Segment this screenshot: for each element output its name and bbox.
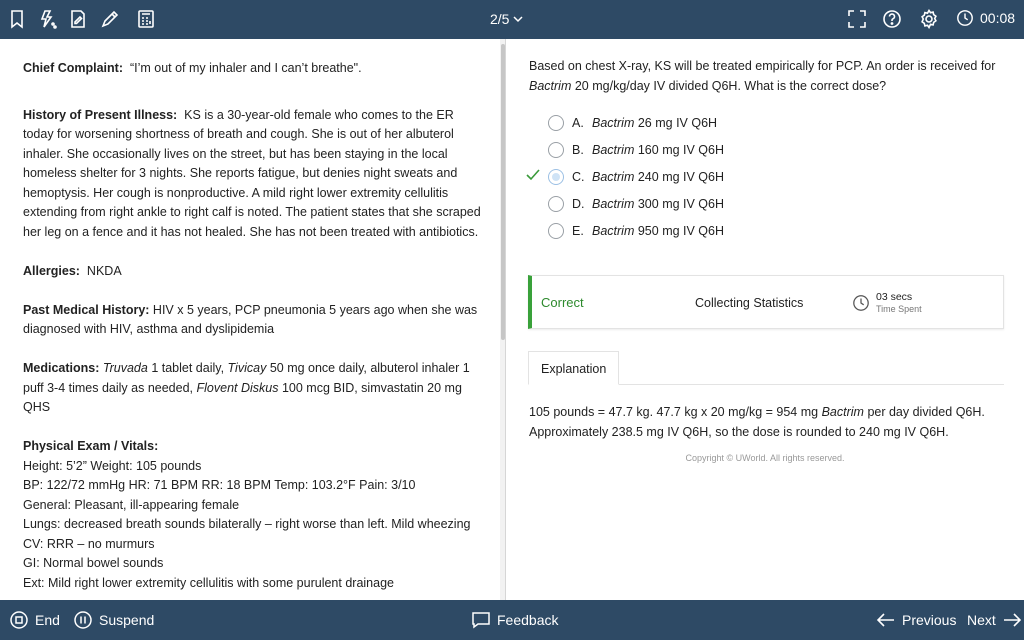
answer-choice-e[interactable] [526, 217, 826, 244]
chevron-down-icon [513, 14, 523, 24]
bottom-toolbar [0, 600, 1024, 640]
end-label: End [35, 612, 60, 628]
explanation-text-part: 105 pounds = 47.7 kg. 47.7 kg x 20 mg/kg = 954 mg [529, 405, 819, 419]
pmh-label: Past Medical History: [23, 302, 150, 317]
exam-line: General: Pleasant, ill-appearing female [23, 497, 240, 512]
choice-text [592, 170, 724, 184]
choice-drug: Bactrim [592, 223, 635, 238]
end-icon [9, 610, 29, 630]
explanation-tabs [528, 351, 1004, 385]
choice-letter: A. [572, 115, 584, 130]
end-button[interactable] [9, 610, 60, 630]
next-button[interactable] [967, 610, 1022, 630]
previous-label: Previous [902, 612, 957, 628]
copyright: Copyright © UWorld. All rights reserved. [685, 453, 845, 463]
choice-dose: 240 mg IV Q6H [637, 169, 725, 184]
choice-dose: 950 mg IV Q6H [637, 223, 725, 238]
answer-choice-c[interactable] [526, 163, 826, 190]
tab-explanation[interactable]: Explanation [528, 351, 619, 385]
bookmark-icon[interactable] [6, 8, 28, 30]
answer-choice-b[interactable] [526, 136, 826, 163]
exam-line: Ext: Mild right lower extremity cellulitis with some purulent drainage [23, 575, 394, 590]
highlight-pen-icon[interactable] [99, 8, 121, 30]
allergies [23, 262, 485, 282]
question-text: 20 mg/kg/day IV divided Q6H. What is the correct dose? [574, 78, 887, 93]
top-toolbar [0, 0, 1024, 39]
choice-drug: Bactrim [592, 196, 635, 211]
chief-complaint [23, 59, 485, 79]
answer-choice-a[interactable] [526, 109, 826, 136]
choice-text [592, 224, 724, 238]
med-text: 50 mg once daily, albuterol inhaler 1 puff 3-4 times daily as needed, [23, 361, 470, 395]
question-pane [506, 39, 1024, 600]
radio-button[interactable] [548, 223, 564, 239]
question-number: 2/5 [490, 11, 510, 27]
choice-dose: 160 mg IV Q6H [637, 142, 725, 157]
previous-button[interactable] [876, 610, 956, 630]
question-text: Based on chest X-ray, KS will be treated empirically for PCP. An order is received for [529, 59, 996, 73]
result-panel [528, 275, 1004, 329]
radio-button-selected[interactable] [548, 169, 564, 185]
chief-complaint-label: Chief Complaint: [23, 61, 123, 75]
calculator-icon[interactable] [135, 8, 157, 30]
checkmark-icon [526, 169, 542, 184]
next-label: Next [967, 612, 996, 628]
medications [23, 359, 485, 418]
med-drug: Flovent Diskus [196, 380, 279, 395]
timer [956, 9, 1015, 27]
choice-letter: B. [572, 142, 584, 157]
explanation-drug: Bactrim [821, 405, 864, 419]
result-stats: Collecting Statistics [695, 296, 804, 310]
choice-drug: Bactrim [592, 169, 635, 184]
choice-letter: C. [572, 169, 585, 184]
choice-text [592, 197, 724, 211]
question-stem [529, 57, 999, 96]
hpi-label: History of Present Illness: [23, 107, 178, 122]
feedback-icon [471, 610, 491, 630]
choice-drug: Bactrim [592, 142, 635, 157]
choice-drug: Bactrim [592, 115, 635, 130]
med-text: 1 tablet daily, [151, 361, 225, 375]
answer-choices [526, 109, 826, 244]
case-vignette [0, 39, 505, 600]
radio-button[interactable] [548, 115, 564, 131]
medications-label: Medications: [23, 361, 100, 375]
hpi-text: KS is a 30-year-old female who comes to the ER today for worsening shortness of breath and cough. She is out of her albuterol inhaler. She occasionally lives on the street, but has been staying in the local homeless shelter for 3 nights. She reports fatigue, but denies night sweats and hemoptysis. Her cough is nonproductive. A mild right lower extremity cellulitis extending from right ankle to right calf is noted. The patient states that she scraped her leg on a fence and it has not healed. She has not been treated with antibiotics. [23, 107, 481, 239]
feedback-button[interactable] [471, 610, 558, 630]
arrow-left-icon [876, 610, 896, 630]
notes-icon[interactable] [67, 8, 89, 30]
clock-icon [852, 294, 870, 312]
physical-exam [23, 437, 485, 593]
help-icon[interactable] [881, 8, 903, 30]
result-status: Correct [541, 295, 584, 310]
allergies-label: Allergies: [23, 263, 80, 278]
time-spent-value: 03 secs [876, 291, 913, 303]
allergies-text: NKDA [86, 263, 122, 278]
suspend-button[interactable] [73, 610, 154, 630]
answer-choice-d[interactable] [526, 190, 826, 217]
explanation-text [529, 403, 999, 442]
exam-line: GI: Normal bowel sounds [23, 556, 164, 570]
hpi [23, 106, 485, 243]
exam-line: Height: 5’2” Weight: 105 pounds [23, 458, 202, 473]
exam-line: CV: RRR – no murmurs [23, 536, 155, 551]
exam-line: Lungs: decreased breath sounds bilaterally – right worse than left. Mild wheezing [23, 517, 471, 531]
radio-button[interactable] [548, 196, 564, 212]
fullscreen-icon[interactable] [846, 8, 868, 30]
feedback-label: Feedback [497, 612, 559, 628]
choice-text [592, 143, 724, 157]
pause-icon [73, 610, 93, 630]
med-drug: Truvada [102, 361, 148, 375]
clock-icon [956, 9, 974, 27]
question-drug: Bactrim [529, 78, 572, 93]
question-counter[interactable] [490, 11, 523, 27]
arrow-right-icon [1002, 610, 1022, 630]
time-spent-label: Time Spent [876, 304, 922, 314]
choice-dose: 26 mg IV Q6H [637, 115, 718, 130]
timer-value: 00:08 [980, 10, 1016, 26]
med-text: 100 mcg BID, simvastatin 20 mg QHS [23, 380, 462, 414]
med-drug: Tivicay [227, 361, 267, 375]
settings-gear-icon[interactable] [918, 8, 940, 30]
lab-values-icon[interactable] [37, 8, 59, 30]
exam-line: BP: 122/72 mmHg HR: 71 BPM RR: 18 BPM Temp: 103.2°F Pain: 3/10 [23, 478, 416, 492]
explanation-text-part: per day divided Q6H. Approximately 238.5 mg IV Q6H, so the dose is rounded to 240 mg IV Q6H. [529, 405, 985, 439]
pmh-text: HIV x 5 years, PCP pneumonia 5 years ago when she was diagnosed with HIV, asthma and dyslipidemia [23, 302, 478, 336]
chief-complaint-text: “I’m out of my inhaler and I can’t breathe". [129, 61, 362, 75]
choice-letter: E. [572, 223, 584, 238]
exam-label: Physical Exam / Vitals: [23, 439, 159, 453]
suspend-label: Suspend [99, 612, 155, 628]
past-medical-history [23, 301, 485, 340]
choice-text [592, 116, 717, 130]
radio-button[interactable] [548, 142, 564, 158]
choice-letter: D. [572, 196, 585, 211]
choice-dose: 300 mg IV Q6H [637, 196, 725, 211]
